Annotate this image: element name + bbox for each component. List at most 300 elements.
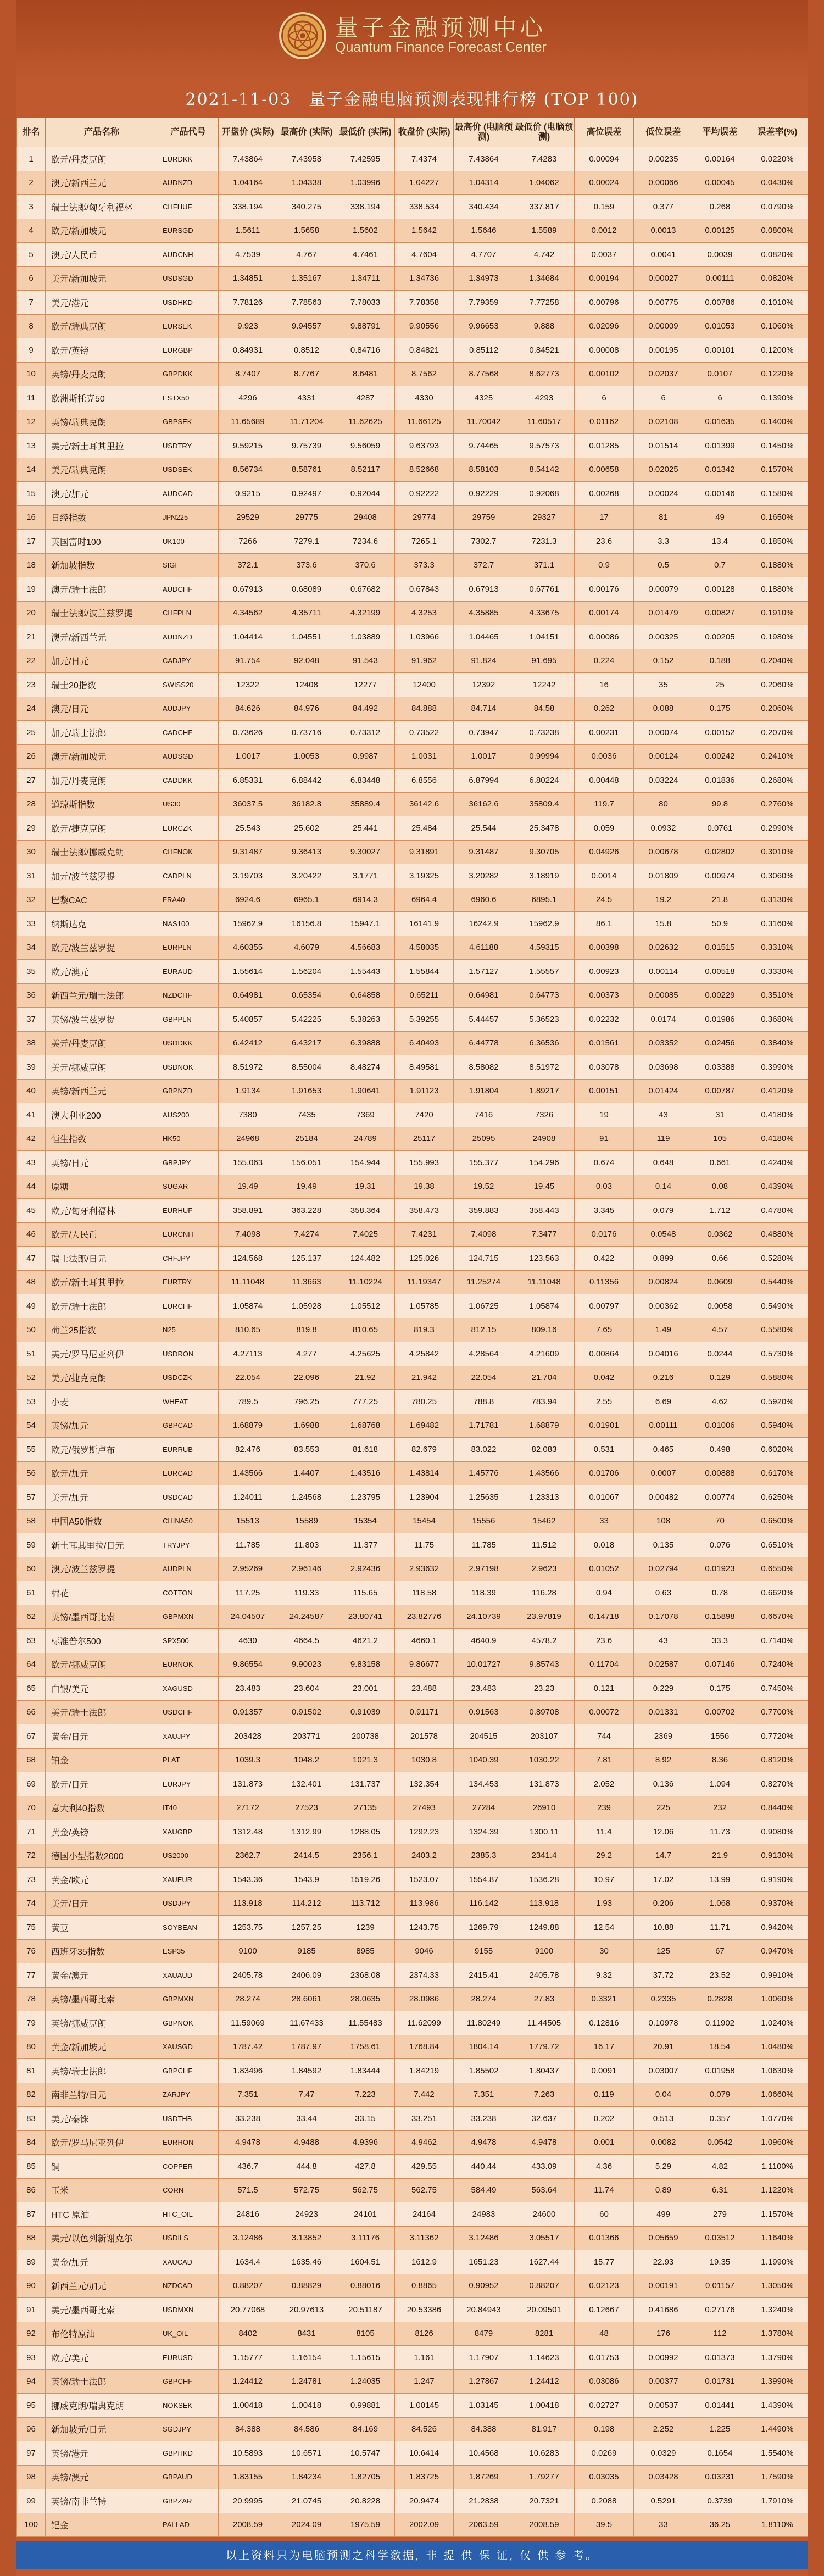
rank-cell: 27 [17,769,46,793]
product-name-cell: 欧元/罗马尼亚列伊 [46,2130,158,2155]
product-name-cell: 澳大利亚200 [46,1103,158,1127]
low-cell: 11.377 [336,1533,395,1557]
avg-error-cell: 50.9 [693,912,747,936]
high-error-cell: 0.3321 [575,1987,634,2011]
table-row [17,1366,808,1390]
product-code-cell: GBPMXN [158,1987,219,2011]
column-header: 高位误差 [575,118,634,147]
low-error-cell: 0.02587 [634,1653,693,1677]
error-rate-cell: 0.1650% [747,505,808,530]
close-cell: 24164 [395,2202,454,2227]
high-error-cell: 16.17 [575,2035,634,2059]
product-name-cell: 美元/加元 [46,1485,158,1510]
product-name-cell: 瑞士法郎/匈牙利福林 [46,195,158,219]
product-name-cell: 美元/挪威克朗 [46,1055,158,1080]
pred-low-cell: 1.5589 [514,219,575,243]
low-cell: 0.99881 [336,2394,395,2418]
pred-high-cell: 788.8 [454,1390,514,1414]
high-error-cell: 9.32 [575,1963,634,1988]
low-error-cell: 0.0041 [634,243,693,267]
high-error-cell: 60 [575,2202,634,2227]
low-error-cell: 0.0174 [634,1008,693,1032]
error-rate-cell: 0.4240% [747,1151,808,1175]
rank-cell: 3 [17,195,46,219]
low-cell: 200738 [336,1724,395,1749]
close-cell: 7265.1 [395,530,454,554]
high-error-cell: 239 [575,1796,634,1820]
high-cell: 11.67433 [277,2011,336,2035]
high-error-cell: 0.01285 [575,434,634,458]
open-cell: 4.7539 [219,243,277,267]
pred-high-cell: 0.91563 [454,1700,514,1724]
error-rate-cell: 0.6250% [747,1485,808,1510]
product-name-cell: 美元/以色列新谢克尔 [46,2226,158,2250]
high-error-cell: 0.00268 [575,482,634,506]
high-error-cell: 0.059 [575,816,634,841]
pred-low-cell: 2405.78 [514,1963,575,1988]
table-row [17,2441,808,2466]
close-cell: 7.4231 [395,1222,454,1247]
high-cell: 1.84234 [277,2465,336,2489]
rank-cell: 45 [17,1199,46,1223]
low-error-cell: 0.2335 [634,1987,693,2011]
product-code-cell: CADPLN [158,864,219,888]
error-rate-cell: 0.1880% [747,577,808,602]
product-code-cell: USDJPY [158,1891,219,1916]
open-cell: 1.15777 [219,2346,277,2370]
low-error-cell: 125 [634,1939,693,1963]
low-cell: 1.82705 [336,2465,395,2489]
pred-low-cell: 337.817 [514,195,575,219]
low-error-cell: 0.00124 [634,744,693,769]
low-cell: 91.543 [336,649,395,673]
pred-high-cell: 24983 [454,2202,514,2227]
low-cell: 0.91039 [336,1700,395,1724]
avg-error-cell: 0.01342 [693,458,747,482]
high-error-cell: 0.01067 [575,1485,634,1510]
avg-error-cell: 0.00164 [693,147,747,171]
rank-cell: 25 [17,721,46,745]
error-rate-cell: 0.3990% [747,1055,808,1080]
pred-high-cell: 1.5646 [454,219,514,243]
low-cell: 7.42595 [336,147,395,171]
low-cell: 9.56059 [336,434,395,458]
close-cell: 1.04227 [395,171,454,195]
open-cell: 0.73626 [219,721,277,745]
error-rate-cell: 0.2410% [747,744,808,769]
avg-error-cell: 0.01373 [693,2346,747,2370]
product-name-cell: 黄金/澳元 [46,1963,158,1988]
low-error-cell: 0.01514 [634,434,693,458]
column-header: 排名 [17,118,46,147]
pred-high-cell: 1.45776 [454,1461,514,1485]
high-cell: 83.553 [277,1438,336,1462]
avg-error-cell: 0.00774 [693,1485,747,1510]
rank-cell: 83 [17,2107,46,2131]
high-error-cell: 0.674 [575,1151,634,1175]
pred-low-cell: 358.443 [514,1199,575,1223]
pred-high-cell: 1.06725 [454,1294,514,1318]
pred-low-cell: 10.6283 [514,2441,575,2466]
table-row [17,1772,808,1796]
avg-error-cell: 8.36 [693,1748,747,1772]
low-cell: 1.43516 [336,1461,395,1485]
product-code-cell: CADCHF [158,721,219,745]
product-code-cell: ESP35 [158,1939,219,1963]
open-cell: 6.42412 [219,1031,277,1055]
pred-high-cell: 359.883 [454,1199,514,1223]
avg-error-cell: 0.00205 [693,625,747,649]
pred-low-cell: 12242 [514,673,575,697]
high-cell: 119.33 [277,1581,336,1605]
low-cell: 1288.05 [336,1820,395,1844]
high-error-cell: 0.03086 [575,2369,634,2394]
rank-cell: 87 [17,2202,46,2227]
error-rate-cell: 1.3050% [747,2274,808,2298]
product-code-cell: TRYJPY [158,1533,219,1557]
open-cell: 27172 [219,1796,277,1820]
close-cell: 1.91123 [395,1079,454,1103]
pred-high-cell: 36162.6 [454,792,514,816]
product-name-cell: 欧元/瑞典克朗 [46,314,158,338]
low-error-cell: 0.17078 [634,1605,693,1629]
open-cell: 7380 [219,1103,277,1127]
low-cell: 9.30027 [336,840,395,864]
pred-high-cell: 7.351 [454,2083,514,2107]
error-rate-cell: 0.5280% [747,1247,808,1271]
table-row [17,2059,808,2083]
table-header-row [17,118,808,147]
table-row [17,553,808,577]
avg-error-cell: 0.11902 [693,2011,747,2035]
high-error-cell: 0.01162 [575,410,634,434]
close-cell: 1.43814 [395,1461,454,1485]
low-error-cell: 0.206 [634,1891,693,1916]
pred-low-cell: 25.3478 [514,816,575,841]
product-name-cell: 欧元/捷克克朗 [46,816,158,841]
open-cell: 15962.9 [219,912,277,936]
high-cell: 11.803 [277,1533,336,1557]
product-name-cell: 澳元/新西兰元 [46,625,158,649]
high-cell: 132.401 [277,1772,336,1796]
avg-error-cell: 0.1654 [693,2441,747,2466]
low-cell: 8.48274 [336,1055,395,1080]
table-row [17,1199,808,1223]
table-row [17,530,808,554]
pred-low-cell: 8281 [514,2322,575,2346]
table-row [17,1294,808,1318]
avg-error-cell: 0.0039 [693,243,747,267]
rank-cell: 17 [17,530,46,554]
low-cell: 2356.1 [336,1844,395,1868]
pred-high-cell: 1269.79 [454,1916,514,1940]
rank-cell: 89 [17,2250,46,2274]
product-code-cell: CORN [158,2178,219,2202]
close-cell: 1612.9 [395,2250,454,2274]
product-code-cell: SOYBEAN [158,1916,219,1940]
pred-low-cell: 7326 [514,1103,575,1127]
low-cell: 562.75 [336,2178,395,2202]
pred-low-cell: 1.24412 [514,2369,575,2394]
pred-high-cell: 7416 [454,1103,514,1127]
high-error-cell: 0.02123 [575,2274,634,2298]
open-cell: 0.64981 [219,983,277,1008]
close-cell: 1243.75 [395,1916,454,1940]
product-name-cell: 英镑/瑞士法郎 [46,2059,158,2083]
close-cell: 25.484 [395,816,454,841]
rank-cell: 23 [17,673,46,697]
product-code-cell: AUDPLN [158,1557,219,1581]
pred-low-cell: 1779.72 [514,2035,575,2059]
avg-error-cell: 0.188 [693,649,747,673]
product-name-cell: 美元/墨西哥比索 [46,2298,158,2322]
product-code-cell: GBPNOK [158,2011,219,2035]
low-cell: 1.03889 [336,625,395,649]
product-name-cell: 美元/丹麦克朗 [46,1031,158,1055]
error-rate-cell: 0.1200% [747,338,808,363]
high-error-cell: 0.02232 [575,1008,634,1032]
table-row [17,1270,808,1294]
table-row [17,936,808,960]
low-error-cell: 0.0013 [634,219,693,243]
low-error-cell: 0.00775 [634,291,693,315]
avg-error-cell: 0.3739 [693,2489,747,2513]
high-cell: 444.8 [277,2155,336,2179]
product-name-cell: 英镑/日元 [46,1151,158,1175]
rank-cell: 100 [17,2513,46,2537]
low-error-cell: 0.00074 [634,721,693,745]
product-name-cell: 英国富时100 [46,530,158,554]
product-name-cell: 欧元/加元 [46,1461,158,1485]
high-error-cell: 0.04926 [575,840,634,864]
product-name-cell: 道琼斯指数 [46,792,158,816]
low-cell: 6.83448 [336,769,395,793]
product-code-cell: CADDKK [158,769,219,793]
pred-low-cell: 9.30705 [514,840,575,864]
product-code-cell: EURTRY [158,1270,219,1294]
column-header: 收盘价 (实际) [395,118,454,147]
low-error-cell: 0.088 [634,697,693,721]
avg-error-cell: 0.00888 [693,1461,747,1485]
table-row [17,673,808,697]
close-cell: 429.55 [395,2155,454,2179]
error-rate-cell: 1.0770% [747,2107,808,2131]
high-cell: 9.36413 [277,840,336,864]
avg-error-cell: 0.00242 [693,744,747,769]
table-row [17,1796,808,1820]
close-cell: 6964.4 [395,888,454,912]
rank-cell: 44 [17,1175,46,1199]
high-error-cell: 0.121 [575,1677,634,1701]
table-row [17,721,808,745]
rank-cell: 92 [17,2322,46,2346]
table-row [17,338,808,363]
high-cell: 4.767 [277,243,336,267]
low-error-cell: 12.06 [634,1820,693,1844]
pred-high-cell: 4.9478 [454,2130,514,2155]
low-cell: 9.88791 [336,314,395,338]
low-cell: 24101 [336,2202,395,2227]
low-error-cell: 0.00537 [634,2394,693,2418]
low-cell: 0.67682 [336,577,395,602]
high-error-cell: 0.198 [575,2417,634,2441]
pred-high-cell: 1.03145 [454,2394,514,2418]
avg-error-cell: 0.00229 [693,983,747,1008]
error-rate-cell: 1.3990% [747,2369,808,2394]
error-rate-cell: 0.3010% [747,840,808,864]
low-error-cell: 108 [634,1509,693,1533]
open-cell: 7.351 [219,2083,277,2107]
product-name-cell: 美元/瑞士法郎 [46,1700,158,1724]
rank-cell: 68 [17,1748,46,1772]
pred-low-cell: 6895.1 [514,888,575,912]
rank-cell: 60 [17,1557,46,1581]
product-name-cell: 加元/瑞士法郎 [46,721,158,745]
product-code-cell: HK50 [158,1127,219,1151]
open-cell: 15513 [219,1509,277,1533]
rank-cell: 36 [17,983,46,1008]
column-header: 最低价 (电脑预测) [514,118,575,147]
open-cell: 28.274 [219,1987,277,2011]
pred-low-cell: 21.704 [514,1366,575,1390]
open-cell: 33.238 [219,2107,277,2131]
low-cell: 4621.2 [336,1629,395,1653]
high-cell: 84.976 [277,697,336,721]
product-name-cell: 美元/瑞典克朗 [46,458,158,482]
low-error-cell: 0.01331 [634,1700,693,1724]
product-code-cell: USDNOK [158,1055,219,1080]
pred-high-cell: 8.58082 [454,1055,514,1080]
pred-low-cell: 7.4283 [514,147,575,171]
low-cell: 15354 [336,1509,395,1533]
close-cell: 1.0031 [395,744,454,769]
table-row [17,1509,808,1533]
product-name-cell: 欧元/澳元 [46,960,158,984]
open-cell: 36037.5 [219,792,277,816]
pred-low-cell: 131.873 [514,1772,575,1796]
open-cell: 0.91357 [219,1700,277,1724]
close-cell: 1523.07 [395,1868,454,1892]
pred-low-cell: 1.14623 [514,2346,575,2370]
high-error-cell: 0.0012 [575,219,634,243]
avg-error-cell: 0.02802 [693,840,747,864]
high-error-cell: 39.5 [575,2513,634,2537]
table-row [17,1820,808,1844]
high-cell: 1.84592 [277,2059,336,2083]
close-cell: 7.4374 [395,147,454,171]
product-code-cell: XAUAUD [158,1963,219,1988]
close-cell: 1.161 [395,2346,454,2370]
product-code-cell: XAUGBP [158,1820,219,1844]
low-error-cell: 0.513 [634,2107,693,2131]
product-code-cell: COPPER [158,2155,219,2179]
pred-high-cell: 22.054 [454,1366,514,1390]
product-name-cell: 西班牙35指数 [46,1939,158,1963]
open-cell: 7266 [219,530,277,554]
pred-low-cell: 1.34684 [514,266,575,291]
rank-cell: 90 [17,2274,46,2298]
close-cell: 3.19325 [395,864,454,888]
high-cell: 9.90023 [277,1653,336,1677]
high-cell: 4.277 [277,1342,336,1366]
low-cell: 4.25625 [336,1342,395,1366]
error-rate-cell: 0.2070% [747,721,808,745]
low-cell: 4.56683 [336,936,395,960]
close-cell: 2.93632 [395,1557,454,1581]
open-cell: 7.78126 [219,291,277,315]
pred-high-cell: 584.49 [454,2178,514,2202]
avg-error-cell: 49 [693,505,747,530]
error-rate-cell: 0.5490% [747,1294,808,1318]
close-cell: 4.25842 [395,1342,454,1366]
rank-cell: 15 [17,482,46,506]
pred-low-cell: 113.918 [514,1891,575,1916]
pred-low-cell: 1.80437 [514,2059,575,2083]
open-cell: 8402 [219,2322,277,2346]
close-cell: 8126 [395,2322,454,2346]
low-cell: 24789 [336,1127,395,1151]
avg-error-cell: 1556 [693,1724,747,1749]
error-rate-cell: 0.5440% [747,1270,808,1294]
product-code-cell: USDSEK [158,458,219,482]
low-error-cell: 0.079 [634,1199,693,1223]
low-cell: 131.737 [336,1772,395,1796]
product-code-cell: US2000 [158,1844,219,1868]
low-error-cell: 0.648 [634,1151,693,1175]
high-error-cell: 0.01052 [575,1557,634,1581]
close-cell: 4.7604 [395,243,454,267]
error-rate-cell: 0.5730% [747,1342,808,1366]
open-cell: 11.65689 [219,410,277,434]
avg-error-cell: 0.079 [693,2083,747,2107]
pred-high-cell: 7.79359 [454,291,514,315]
avg-error-cell: 0.01515 [693,936,747,960]
high-cell: 4331 [277,386,336,410]
avg-error-cell: 13.4 [693,530,747,554]
low-error-cell: 0.135 [634,1533,693,1557]
high-cell: 28.6061 [277,1987,336,2011]
rank-cell: 86 [17,2178,46,2202]
pred-high-cell: 8.77568 [454,362,514,386]
product-code-cell: EURCNH [158,1222,219,1247]
product-code-cell: US30 [158,792,219,816]
open-cell: 1634.4 [219,2250,277,2274]
low-error-cell: 499 [634,2202,693,2227]
pred-high-cell: 2063.59 [454,2513,514,2537]
rank-cell: 42 [17,1127,46,1151]
close-cell: 338.534 [395,195,454,219]
low-error-cell: 0.04016 [634,1342,693,1366]
pred-high-cell: 116.142 [454,1891,514,1916]
avg-error-cell: 0.268 [693,195,747,219]
table-row [17,2107,808,2131]
low-error-cell: 2.252 [634,2417,693,2441]
product-code-cell: GBPPLN [158,1008,219,1032]
low-cell: 427.8 [336,2155,395,2179]
low-error-cell: 0.00377 [634,2369,693,2394]
product-code-cell: AUDCHF [158,577,219,602]
error-rate-cell: 1.0630% [747,2059,808,2083]
low-error-cell: 22.93 [634,2250,693,2274]
low-error-cell: 0.00235 [634,147,693,171]
high-error-cell: 0.00398 [575,936,634,960]
low-cell: 4287 [336,386,395,410]
error-rate-cell: 0.9370% [747,1891,808,1916]
pred-high-cell: 84.714 [454,697,514,721]
low-cell: 23.001 [336,1677,395,1701]
rank-cell: 39 [17,1055,46,1080]
error-rate-cell: 0.1570% [747,458,808,482]
